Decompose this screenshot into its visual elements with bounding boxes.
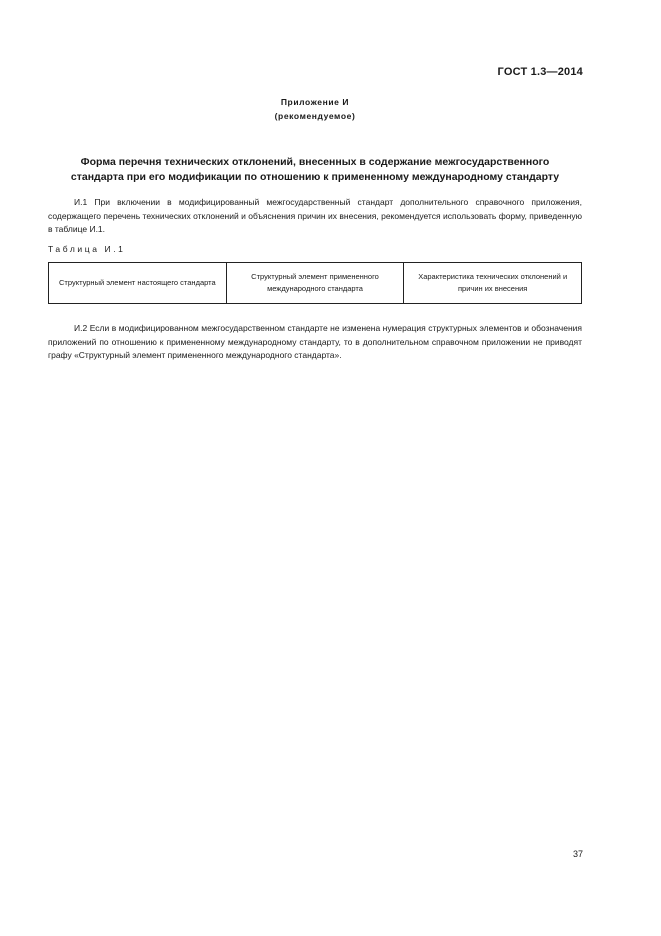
form-heading-line-1: Форма перечня технических отклонений, внесенных в содержание межгосударственного [80, 156, 550, 168]
page-number: 37 [572, 849, 583, 859]
annex-status: (рекомендуемое) [274, 111, 356, 121]
table-header-cell: Структурный элемент примененного международного стандарта [227, 263, 405, 303]
paragraph-2 [48, 322, 582, 363]
paragraph-1-text: И.1 При включении в модифицированный межгосударственный стандарт дополнительного справочного приложения, содержащего перечень технических отклонений и объяснения причин их внесения, рекомендуется использовать форму, приведенную в таблице И.1. [48, 197, 582, 234]
form-heading-line-2: стандарта при его модификации по отношению к примененному международному стандарту [70, 171, 560, 183]
table-header-cell: Характеристика технических отклонений и причин их внесения [418, 272, 568, 293]
deviations-table [48, 262, 582, 304]
form-heading [48, 155, 582, 185]
annex-title: Приложение И [280, 97, 350, 107]
table-caption: Таблица И.1 [48, 244, 126, 254]
paragraph-1 [48, 196, 582, 237]
table-header-cell: Структурный элемент настоящего стандарта [49, 263, 227, 303]
document-code: ГОСТ 1.3—2014 [497, 66, 583, 78]
annex-title-block [0, 95, 630, 123]
paragraph-2-text: И.2 Если в модифицированном межгосударственном стандарте не изменена нумерация структурных элементов и обозначения приложений по отношению к примененному международному стандарту, то в дополнительном справочном приложении не приводят графу «Структурный элемент примененного международного стандарта». [48, 323, 582, 360]
